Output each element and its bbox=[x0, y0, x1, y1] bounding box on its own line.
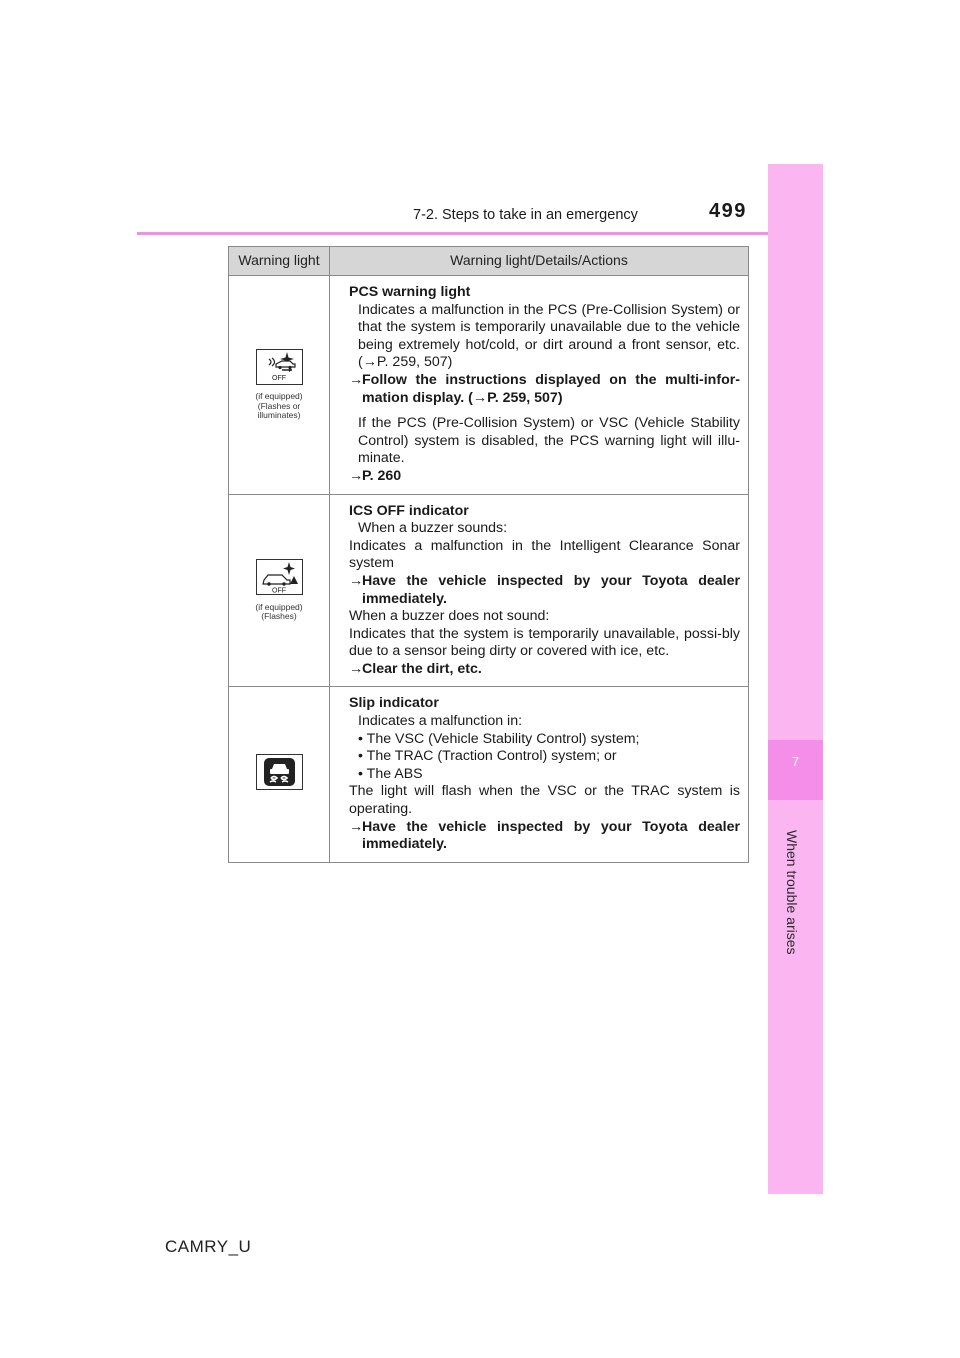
action-line bbox=[349, 468, 740, 486]
action-line bbox=[349, 573, 740, 608]
list-item: • The ABS bbox=[358, 765, 423, 782]
action-line bbox=[349, 661, 740, 679]
light-title: ICS OFF indicator bbox=[349, 502, 469, 519]
list-item: • The TRAC (Traction Control) system; or bbox=[358, 748, 617, 765]
arrow-icon: → bbox=[349, 371, 364, 388]
svg-text:OFF: OFF bbox=[271, 374, 286, 382]
action-text: Clear the dirt, etc. bbox=[362, 660, 482, 677]
header-rule bbox=[137, 232, 823, 235]
header-warning-light: Warning light bbox=[229, 247, 330, 276]
action-line bbox=[349, 819, 740, 854]
action-text: Follow the instructions displayed on the multi-infor-mation display. (→P. 259, 507) bbox=[362, 371, 740, 406]
chapter-title: When trouble arises bbox=[784, 830, 800, 955]
light-description: Indicates that the system is temporarily unavailable, possi-bly due to a sensor being dirty or covered with ice, etc. bbox=[349, 625, 740, 660]
list-item: • The VSC (Vehicle Stability Control) system; bbox=[358, 730, 640, 747]
icon-note: (if equipped) (Flashes or illuminates) bbox=[255, 391, 303, 421]
page-number: 499 bbox=[709, 200, 747, 222]
light-title: PCS warning light bbox=[349, 284, 471, 300]
condition-text: When a buzzer sounds: bbox=[358, 520, 508, 537]
light-description: Indicates a malfunction in the Intelligent Clearance Sonar system bbox=[349, 537, 740, 572]
light-note: If the PCS (Pre-Collision System) or VSC (Vehicle Stability Control) system is disabled, the PCS warning light will illu-minate. bbox=[358, 415, 740, 467]
warning-light-table bbox=[228, 246, 749, 863]
details-cell bbox=[330, 494, 749, 687]
light-description: The light will flash when the VSC or the TRAC system is operating. bbox=[349, 783, 740, 818]
pcs-off-icon bbox=[256, 349, 303, 385]
table-row bbox=[229, 494, 749, 687]
model-code: CAMRY_U bbox=[165, 1237, 252, 1256]
action-line bbox=[349, 372, 740, 407]
icon-cell bbox=[229, 276, 330, 495]
chapter-number-tab bbox=[768, 740, 823, 800]
light-description: Indicates a malfunction in the PCS (Pre-Collision System) or that the system is temporarily unavailable due to the vehicle being extremely hot/cold, or dirt around a front sensor, etc. (→P. 259, 507) bbox=[358, 301, 740, 371]
light-title: Slip indicator bbox=[349, 695, 439, 712]
header-details: Warning light/Details/Actions bbox=[330, 247, 749, 276]
icon-cell bbox=[229, 494, 330, 687]
light-description: Indicates a malfunction in: bbox=[358, 713, 523, 730]
action-text: Have the vehicle inspected by your Toyota dealer immediately. bbox=[362, 818, 740, 853]
table-row bbox=[229, 276, 749, 495]
table-row bbox=[229, 687, 749, 862]
details-cell bbox=[330, 687, 749, 862]
page-reference: P. 260 bbox=[362, 467, 402, 484]
icon-note: (if equipped) (Flashes) bbox=[255, 601, 303, 622]
action-text: Have the vehicle inspected by your Toyota dealer immediately. bbox=[362, 572, 740, 607]
icon-cell bbox=[229, 687, 330, 862]
ics-off-icon bbox=[256, 559, 303, 595]
details-cell bbox=[330, 276, 749, 495]
svg-text:OFF: OFF bbox=[271, 587, 286, 595]
arrow-icon: → bbox=[349, 467, 364, 484]
table-header-row bbox=[229, 247, 749, 276]
condition-text: When a buzzer does not sound: bbox=[349, 608, 550, 625]
arrow-icon: → bbox=[349, 572, 364, 589]
arrow-icon: → bbox=[349, 660, 364, 677]
chapter-number: 7 bbox=[791, 754, 800, 769]
slip-indicator-icon bbox=[256, 754, 303, 790]
chapter-side-tab bbox=[768, 164, 823, 1194]
arrow-icon: → bbox=[349, 818, 364, 835]
section-title: 7-2. Steps to take in an emergency bbox=[413, 207, 638, 223]
